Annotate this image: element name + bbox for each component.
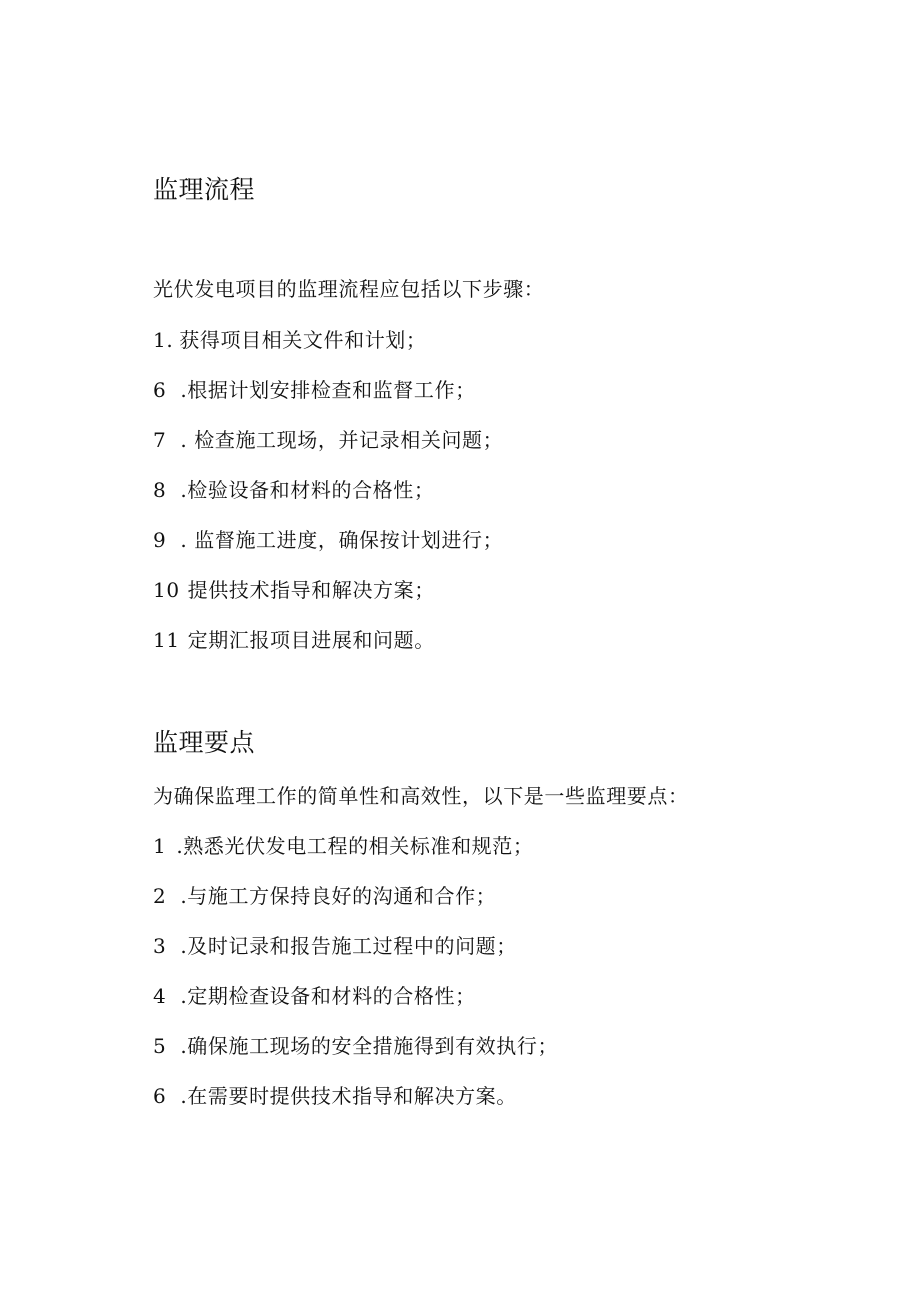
list-item-number: 9	[153, 528, 167, 552]
list-item-number: 10	[153, 578, 180, 602]
list-item-number: 4	[153, 984, 167, 1008]
list-item-number: 5	[153, 1034, 167, 1058]
list-item-number: 1.	[153, 328, 174, 352]
list-item	[153, 983, 476, 1009]
list-item-text: .熟悉光伏发电工程的相关标准和规范；	[176, 834, 534, 858]
list-item	[153, 1083, 517, 1109]
list-item-number: 11	[153, 628, 180, 652]
list-item	[153, 577, 435, 603]
list-item-number: 8	[153, 478, 167, 502]
list-item-number: 3	[153, 934, 167, 958]
list-item	[153, 477, 435, 503]
list-item-text: .在需要时提供技术指导和解决方案。	[180, 1084, 517, 1108]
list-item	[153, 427, 503, 453]
list-item-text: .检验设备和材料的合格性；	[180, 478, 435, 502]
list-item	[153, 833, 534, 859]
list-item	[153, 527, 503, 553]
list-item-text: 获得项目相关文件和计划；	[179, 328, 427, 352]
list-item	[153, 933, 517, 959]
section-intro-process: 光伏发电项目的监理流程应包括以下步骤：	[153, 277, 545, 301]
list-item	[153, 327, 427, 353]
list-item-number: 6	[153, 378, 167, 402]
list-item-text: .及时记录和报告施工过程中的问题；	[180, 934, 517, 958]
list-item	[153, 1033, 558, 1059]
list-item-number: 1	[153, 834, 167, 858]
list-item-number: 7	[153, 428, 167, 452]
list-item-text: .根据计划安排检查和监督工作；	[180, 378, 476, 402]
list-item-number: 6	[153, 1084, 167, 1108]
list-item-text: .定期检查设备和材料的合格性；	[180, 984, 476, 1008]
list-item	[153, 377, 476, 403]
list-item	[153, 883, 496, 909]
list-item-text: .与施工方保持良好的沟通和合作；	[180, 884, 497, 908]
section-intro-keypoints: 为确保监理工作的简单性和高效性，以下是一些监理要点：	[153, 784, 689, 808]
list-item-text: 提供技术指导和解决方案；	[187, 578, 435, 602]
list-item-text: .确保施工现场的安全措施得到有效执行；	[180, 1034, 559, 1058]
section-heading-keypoints: 监理要点	[153, 728, 256, 757]
list-item	[153, 627, 435, 653]
list-item-text: . 检查施工现场，并记录相关问题；	[180, 428, 504, 452]
section-heading-process: 监理流程	[153, 175, 256, 204]
list-item-number: 2	[153, 884, 167, 908]
list-item-text: . 监督施工进度，确保按计划进行；	[180, 528, 504, 552]
list-item-text: 定期汇报项目进展和问题。	[187, 628, 435, 652]
